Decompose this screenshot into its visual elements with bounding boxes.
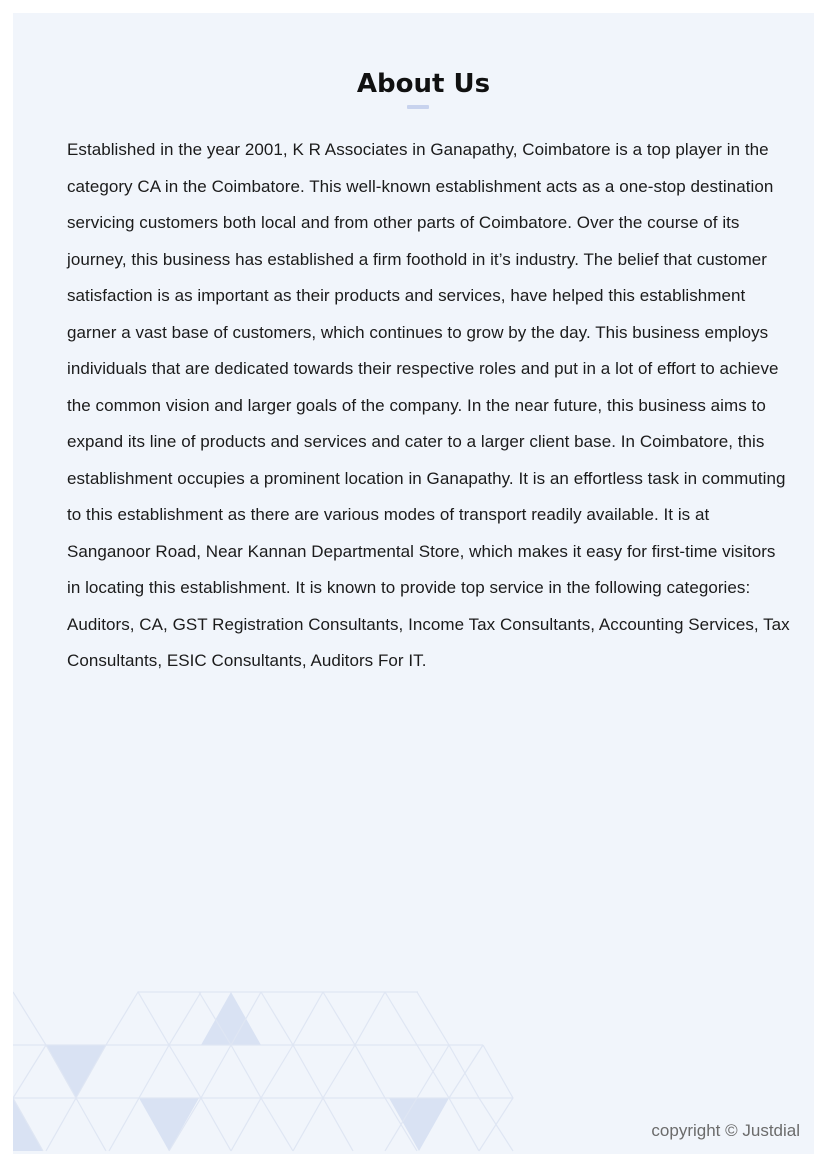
- about-paragraph: Established in the year 2001, K R Associates in Ganapathy, Coimbatore is a top player in the category CA in the Coimbatore. This well-known establishment acts as a one-stop destination servicing customers both local and from other parts of Coimbatore. Over the course of its journey, this business has established a firm foothold in it’s industry. The belief that customer satisfaction is as important as their products and services, have helped this establishment garner a vast base of customers, which continues to grow by the day. This business employs individuals that are dedicated towards their respective roles and put in a lot of effort to achieve the common vision and larger goals of the company. In the near future, this business aims to expand its line of products and services and cater to a larger client base. In Coimbatore, this establishment occupies a prominent location in Ganapathy. It is an effortless task in commuting to this establishment as there are various modes of transport readily available. It is at Sanganoor Road, Near Kannan Departmental Store, which makes it easy for first-time visitors in locating this establishment. It is known to provide top service in the following categories: Auditors, CA, GST Registration Consultants, Income Tax Consultants, Accounting Services, Tax Consultants, ESIC Consultants, Auditors For IT.: [67, 140, 790, 670]
- copyright-text: copyright © Justdial: [651, 1121, 800, 1140]
- triangle-pattern-decoration: [13, 985, 523, 1154]
- about-us-page: [13, 13, 814, 1154]
- title-underline: [407, 105, 429, 109]
- page-title: About Us: [356, 69, 491, 99]
